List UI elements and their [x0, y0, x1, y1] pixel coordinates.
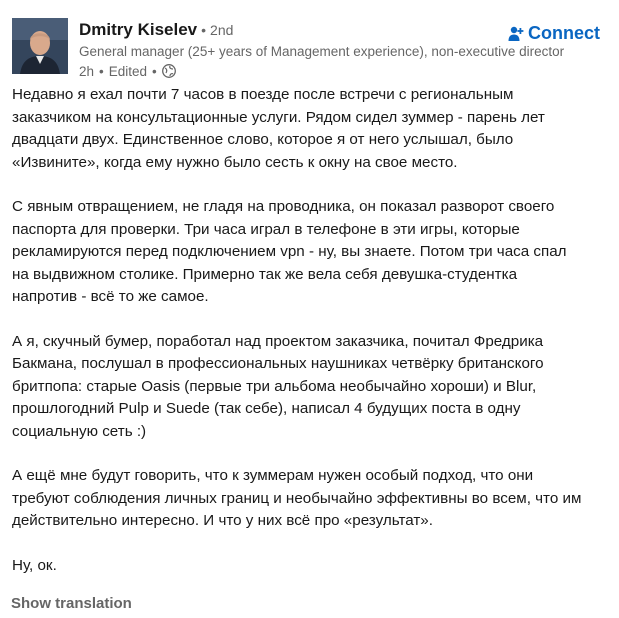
separator-dot: • — [152, 63, 157, 79]
avatar-photo — [12, 18, 68, 74]
connect-label: Connect — [528, 23, 600, 43]
connect-button[interactable] — [506, 23, 600, 44]
post-paragraph: А ещё мне будут говорить, что к зуммерам нужен особый подход, что они требуют соблюдения личных границ и необычайно эффективны во всем, что им действительно интересно. И что у них всё про «результат». — [12, 467, 582, 529]
separator-dot: • — [99, 63, 104, 79]
post-time: 2h — [79, 63, 95, 79]
author-row — [79, 20, 479, 42]
post-paragraph: Ну, ок. — [12, 556, 57, 574]
person-add-icon — [506, 25, 524, 43]
post-paragraph: С явным отвращением, не гладя на проводника, он показал разворот своего паспорта для проверки. Три часа играл в телефоне в эти игры, которые рекламируются перед подключением vpn - ну, вы знаете. Потом три часа спал на выдвижном столике. Примерно так же вела себя девушка-студентка напротив - всё то же самое. — [12, 198, 567, 305]
avatar[interactable] — [12, 18, 68, 74]
edited-label: Edited — [108, 63, 148, 79]
post-meta — [79, 62, 479, 80]
connection-degree: 2nd — [210, 22, 234, 38]
globe-icon — [162, 64, 176, 78]
post-paragraph: А я, скучный бумер, поработал над проектом заказчика, почитал Фредрика Бакмана, послушал в профессиональных наушниках четвёрку британского бритпопа: старые Oasis (первые три альбома необычайно хороши) и Blur, прошлогодний Pulp и Suede (так себе), написал 4 будущих поста в одну социальную сеть :) — [12, 332, 544, 440]
author-headline: General manager (25+ years of Management experience), non-executive director — [79, 44, 565, 59]
post-paragraph: Недавно я ехал почти 7 часов в поезде после встречи с региональным заказчиком на консультационные услуги. Рядом сидел зуммер - парень лет двадцати двух. Единственное слово, которое я от него услышал, было «Извините», когда ему нужно было сесть к окну на свое место. — [12, 86, 545, 171]
author-name[interactable]: Dmitry Kiselev — [79, 20, 198, 39]
show-translation-link[interactable]: Show translation — [11, 595, 132, 612]
separator-dot: • — [201, 22, 207, 38]
post-body — [12, 84, 600, 599]
